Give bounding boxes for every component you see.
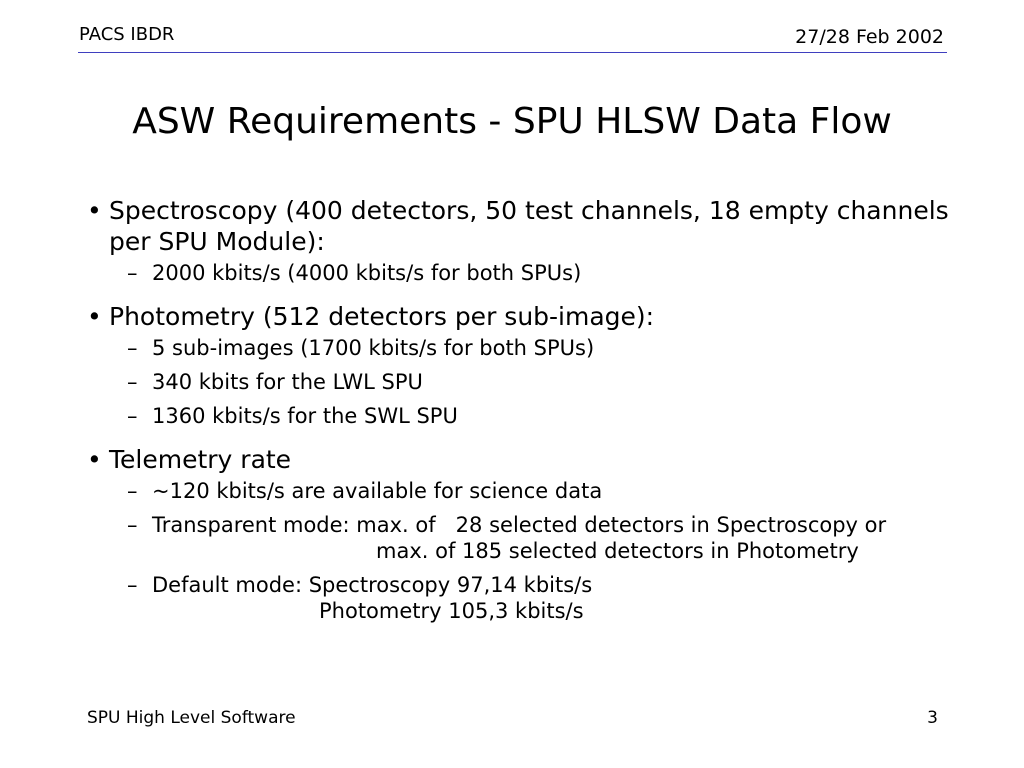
bullet-photometry — [86, 301, 966, 332]
dash-marker: – — [127, 261, 138, 285]
dash-marker: – — [127, 404, 138, 428]
bullet-marker: • — [87, 196, 102, 225]
bullet-text-line: Telemetry rate — [109, 445, 292, 474]
bullet-marker: • — [87, 445, 102, 474]
slide-title: ASW Requirements - SPU HLSW Data Flow — [132, 101, 892, 142]
bullet-text-line: per SPU Module): — [109, 227, 325, 256]
dash-marker: – — [127, 479, 138, 503]
sub-item — [86, 571, 966, 599]
sub-item — [86, 402, 966, 430]
sub-item-continuation — [86, 537, 966, 565]
dash-marker: – — [127, 573, 138, 597]
bullet-marker: • — [87, 302, 102, 331]
bullet-text-line: Photometry (512 detectors per sub-image): — [109, 302, 655, 331]
dash-marker: – — [127, 336, 138, 360]
sub-item — [86, 511, 966, 539]
sub-item — [86, 368, 966, 396]
header-left: PACS IBDR — [79, 24, 175, 45]
dash-marker: – — [127, 370, 138, 394]
header-right: 27/28 Feb 2002 — [795, 26, 944, 48]
sub-item-text: ~120 kbits/s are available for science data — [152, 479, 603, 503]
sub-item-text: 2000 kbits/s (4000 kbits/s for both SPUs) — [152, 261, 582, 285]
sub-item-text: Photometry 105,3 kbits/s — [319, 599, 584, 623]
bullet-telemetry — [86, 444, 966, 475]
slide-body — [86, 195, 966, 625]
sub-item-text: max. of 185 selected detectors in Photometry — [376, 539, 859, 563]
bullet-spectroscopy — [86, 195, 966, 257]
sub-item-text: 5 sub-images (1700 kbits/s for both SPUs) — [152, 336, 595, 360]
dash-marker: – — [127, 513, 138, 537]
page-number: 3 — [927, 708, 938, 728]
sub-item — [86, 477, 966, 505]
sub-item-text: 1360 kbits/s for the SWL SPU — [152, 404, 458, 428]
bullet-text-line: Spectroscopy (400 detectors, 50 test channels, 18 empty channels — [109, 196, 949, 225]
sub-item-continuation — [86, 597, 966, 625]
sub-item — [86, 334, 966, 362]
sub-item — [86, 259, 966, 287]
sub-item-text: Transparent mode: max. of 28 selected detectors in Spectroscopy or — [152, 513, 887, 537]
footer-left: SPU High Level Software — [87, 708, 296, 728]
header-rule — [78, 52, 947, 53]
sub-item-text: 340 kbits for the LWL SPU — [152, 370, 423, 394]
sub-item-text: Default mode: Spectroscopy 97,14 kbits/s — [152, 573, 593, 597]
